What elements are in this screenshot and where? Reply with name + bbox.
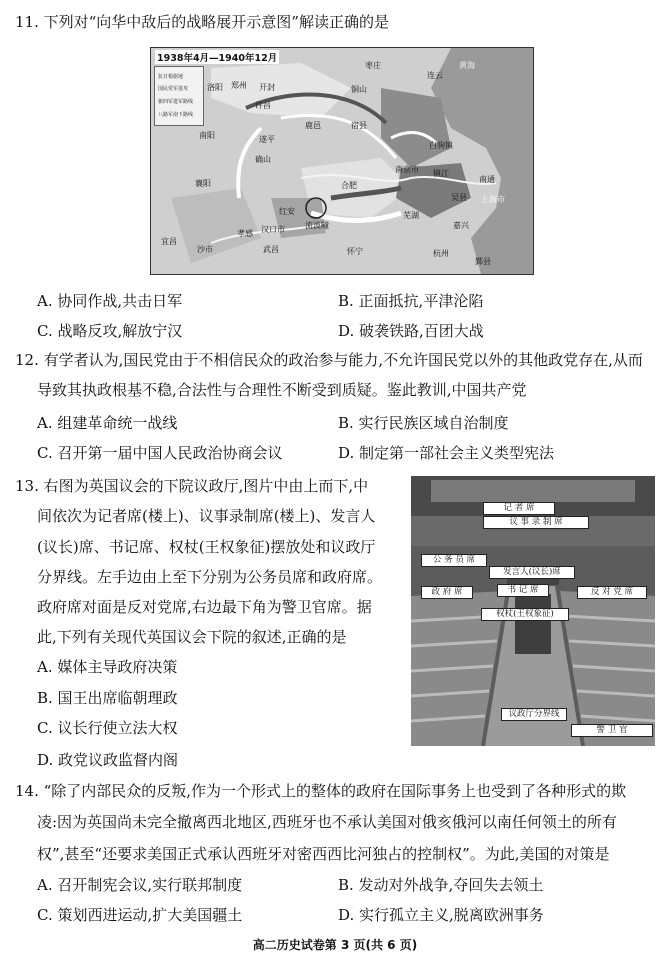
city-label: 确山 — [255, 155, 271, 164]
label-civil-servants: 公 务 员 席 — [421, 554, 487, 567]
q11-stem: 11. 下列对“向华中敌后的战略展开示意图”解读正确的是 — [15, 13, 389, 31]
city-label: 镇江 — [433, 169, 449, 178]
label-hansard: 议 事 录 制 席 — [483, 516, 589, 529]
city-label: 白驹镇 — [429, 141, 453, 150]
q13-stem-line: (议长)席、书记席、权杖(王权象征)摆放处和议政厅 — [37, 538, 376, 556]
city-label: 鄞县 — [475, 257, 491, 266]
city-label: 宜昌 — [161, 237, 177, 246]
q13-stem-line: 政府席对面是反对党席,右边最下角为警卫官席。据 — [37, 598, 372, 616]
label-mace: 权杖(王权象征) — [481, 608, 569, 621]
city-label: 郑州 — [231, 81, 247, 90]
parliament-photo — [411, 476, 655, 746]
q13-option-b[interactable]: B. 国王出席临朝理政 — [37, 689, 178, 707]
q11-option-a[interactable]: A. 协同作战,共击日军 — [37, 292, 183, 310]
q14-stem-line: 凌:因为英国尚未完全撤离西北地区,西班牙也不承认美国对俄亥俄河以南任何领土的所有 — [37, 813, 617, 831]
label-clerk: 书 记 席 — [497, 584, 549, 597]
legend-item: 国民党军进攻 — [158, 86, 189, 92]
city-label: 武昌 — [263, 245, 279, 254]
strategy-map — [150, 47, 534, 275]
city-label: 南阳 — [199, 131, 215, 140]
q14-option-c[interactable]: C. 策划西进运动,扩大美国疆土 — [37, 906, 243, 924]
q14-stem-line: 14. “除了内部民众的反叛,作为一个形式上的整体的政府在国际事务上也受到了各种形式的欺 — [15, 782, 627, 800]
q11-option-c[interactable]: C. 战略反攻,解放宁汉 — [37, 322, 183, 340]
q13-stem-line: 间依次为记者席(楼上)、议事录制席(楼上)、发言人 — [37, 507, 376, 525]
city-label: 宿县 — [351, 121, 367, 130]
city-label: 上海市 — [481, 195, 505, 204]
city-label: 芜湖 — [403, 211, 419, 220]
city-label: 鹿邑 — [305, 121, 321, 130]
city-label: 铜山 — [351, 85, 367, 94]
label-government: 政 府 席 — [421, 586, 473, 599]
sea-label: 黄海 — [459, 61, 475, 70]
label-dividing-line: 议政厅分界线 — [501, 708, 567, 721]
label-press-gallery: 记 者 席 — [483, 502, 555, 515]
city-label: 孝感 — [237, 229, 253, 238]
city-label: 怀宁 — [347, 247, 363, 256]
q11-option-d[interactable]: D. 破袭铁路,百团大战 — [338, 322, 484, 340]
q14-option-b[interactable]: B. 发动对外战争,夺回失去领土 — [338, 876, 544, 894]
city-label: 杭州 — [433, 249, 449, 258]
q11-option-b[interactable]: B. 正面抵抗,平津沦陷 — [338, 292, 484, 310]
q12-stem-line: 导致其执政根基不稳,合法性与合理性不断受到质疑。鉴此教训,中国共产党 — [37, 381, 527, 399]
city-label: 流波疃 — [305, 221, 329, 230]
map-title: 1938年4月—1940年12月 — [155, 50, 279, 64]
legend-item: 新四军进军路线 — [158, 99, 194, 105]
city-label: 开封 — [259, 83, 275, 92]
label-speaker: 发言人(议长)席 — [489, 566, 575, 579]
legend-item: 抗日根据地 — [158, 74, 184, 80]
city-label: 洛阳 — [207, 83, 223, 92]
label-serjeant: 警 卫 官 — [571, 724, 653, 737]
city-label: 合肥 — [341, 181, 357, 190]
q12-option-c[interactable]: C. 召开第一届中国人民政治协商会议 — [37, 444, 283, 462]
q13-stem-line: 分界线。左手边由上至下分别为公务员席和政府席。 — [37, 568, 383, 586]
q12-option-d[interactable]: D. 制定第一部社会主义类型宪法 — [338, 444, 555, 462]
q13-stem-line: 13. 右图为英国议会的下院议政厅,图片中由上而下,中 — [15, 477, 369, 495]
q12-stem-line: 12. 有学者认为,国民党由于不相信民众的政治参与能力,不允许国民党以外的其他政党存在,从而 — [15, 351, 643, 369]
q14-stem-line: 权”,甚至“还要求美国正式承认西班牙对密西西比河独占的控制权”。为此,美国的对策是 — [37, 845, 610, 863]
city-label: 许昌 — [255, 101, 271, 110]
city-label: 沙市 — [197, 245, 213, 254]
city-label: 嘉兴 — [453, 221, 469, 230]
city-label: 枣庄 — [365, 61, 381, 70]
legend-item: 八路军南下路线 — [158, 112, 194, 118]
map-legend — [154, 66, 204, 126]
city-label: 南通 — [479, 175, 495, 184]
q14-option-d[interactable]: D. 实行孤立主义,脱离欧洲事务 — [338, 906, 544, 924]
city-label: 连云 — [427, 71, 443, 80]
q13-option-c[interactable]: C. 议长行使立法大权 — [37, 719, 178, 737]
q13-stem-line: 此,下列有关现代英国议会下院的叙述,正确的是 — [37, 628, 347, 646]
q14-option-a[interactable]: A. 召开制宪会议,实行联邦制度 — [37, 876, 243, 894]
city-label: 汉口市 — [261, 225, 285, 234]
q12-option-a[interactable]: A. 组建革命统一战线 — [37, 414, 178, 432]
q13-option-a[interactable]: A. 媒体主导政府决策 — [37, 658, 178, 676]
city-label: 吴县 — [451, 193, 467, 202]
page-footer: 高二历史试卷第 3 页(共 6 页) — [252, 938, 418, 952]
city-label: 襄阳 — [195, 179, 211, 188]
label-opposition: 反 对 党 席 — [577, 586, 647, 599]
q13-option-d[interactable]: D. 政党议政监督内阁 — [37, 751, 179, 769]
city-label: 遂平 — [259, 135, 275, 144]
q12-option-b[interactable]: B. 实行民族区域自治制度 — [338, 414, 509, 432]
city-label: 红安 — [279, 207, 295, 216]
city-label: 南京市 — [395, 165, 419, 174]
